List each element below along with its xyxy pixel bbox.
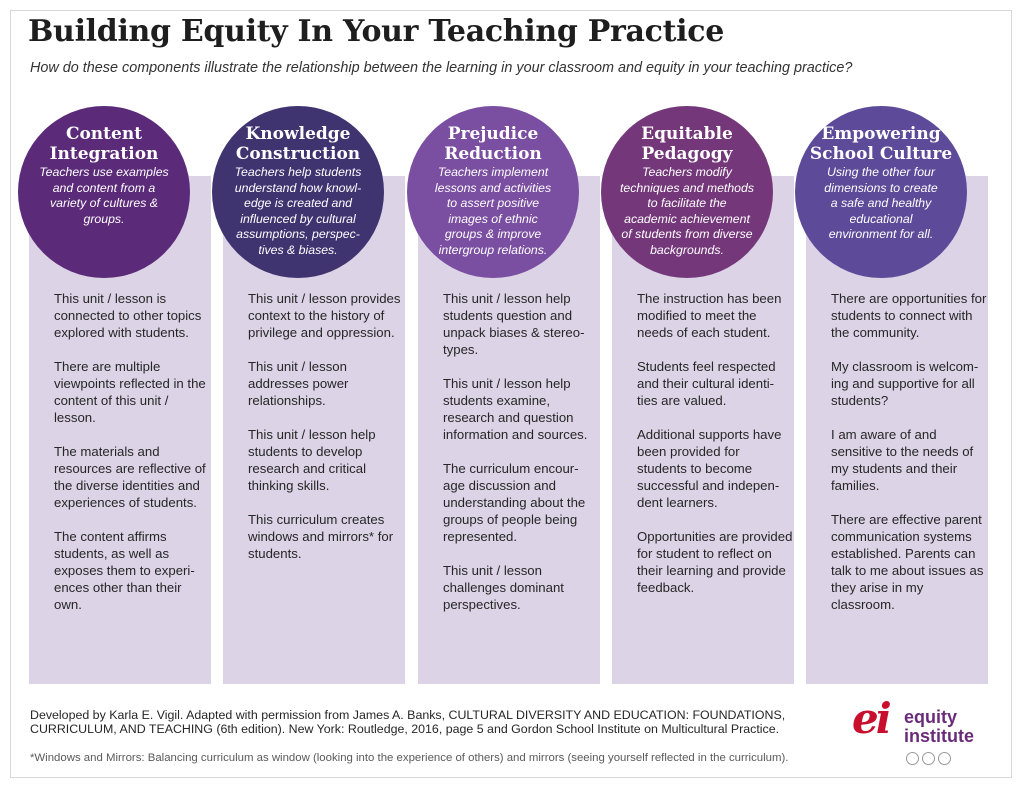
description-line: Using the other four	[826, 165, 935, 179]
component-description	[417, 165, 569, 258]
checklist-item: This unit / lesson help students to develop research and critical thinking skills.	[248, 427, 376, 493]
column-3	[414, 106, 604, 684]
component-title-line: School Culture	[809, 144, 953, 164]
checklist-item: There are opportunities for students to connect with the community.	[831, 291, 987, 340]
description-line: educational	[849, 211, 913, 226]
description-line: Teachers help students	[234, 165, 362, 179]
description-line: to assert positive	[446, 196, 540, 210]
checklist-item: My classroom is welcom- ing and supportive for all students?	[831, 359, 979, 408]
license-icons	[906, 752, 954, 770]
description-line: environment for all.	[828, 227, 934, 241]
checklist-item: This unit / lesson addresses power relationships.	[248, 359, 349, 408]
component-title	[28, 124, 180, 164]
description-line: dimensions to create	[824, 180, 938, 195]
nc-icon	[938, 752, 951, 765]
checklist	[637, 290, 793, 613]
by-icon	[922, 752, 935, 765]
component-title-line: Integration	[49, 144, 159, 164]
component-title-line: Reduction	[444, 144, 542, 164]
description-line: academic achievement	[624, 211, 750, 226]
description-line: groups.	[83, 211, 125, 226]
component-title	[611, 124, 763, 164]
checklist-item: There are effective parent communication systems established. Parents can talk to me about issues as they arise in my classroom.	[831, 512, 984, 612]
credit-text: Developed by Karla E. Vigil. Adapted with permission from James A. Banks, CULTURAL DIVERSITY AND EDUCATION: FOUNDATIONS, CURRICULUM, AND TEACHING (6th edition). New York: Routledge, 2016, page 5 and Gordon School Institute on Multicultural Practice.	[30, 708, 786, 736]
component-description	[222, 165, 374, 258]
description-line: techniques and methods	[620, 180, 754, 195]
component-circle	[212, 106, 384, 278]
equity-institute-logo	[846, 694, 996, 772]
description-line: lessons and activities	[434, 180, 552, 195]
description-line: Teachers modify	[642, 165, 732, 179]
component-title-line: Prejudice	[447, 124, 539, 144]
logo-line-2: institute	[904, 726, 974, 746]
component-title-line: Empowering	[821, 124, 941, 144]
component-description	[28, 165, 180, 227]
component-title-line: Knowledge	[245, 124, 351, 144]
column-5	[802, 106, 992, 684]
description-line: edge is created and	[243, 196, 353, 210]
component-circle	[795, 106, 967, 278]
checklist	[54, 290, 210, 630]
description-line: assumptions, perspec-	[236, 227, 360, 241]
column-4	[608, 106, 798, 684]
footnote: *Windows and Mirrors: Balancing curriculum as window (looking into the experience of others) and mirrors (seeing yourself reflected in the curriculum).	[30, 752, 789, 764]
description-line: images of ethnic	[448, 211, 538, 226]
checklist-item: Opportunities are provided for student to reflect on their learning and provide feedback.	[637, 529, 793, 595]
checklist-item: There are multiple viewpoints reflected in the content of this unit / lesson.	[54, 359, 206, 425]
description-line: Teachers use examples	[39, 165, 169, 179]
component-title-line: Construction	[235, 144, 361, 164]
checklist	[443, 290, 599, 630]
description-line: groups & improve	[444, 227, 542, 241]
description-line: variety of cultures &	[50, 196, 158, 210]
component-title-line: Pedagogy	[641, 144, 733, 164]
checklist-item: The instruction has been modified to meet the needs of each student.	[637, 291, 782, 340]
component-title	[417, 124, 569, 164]
column-2	[219, 106, 409, 684]
description-line: a safe and healthy	[830, 196, 932, 210]
checklist-item: This curriculum creates windows and mirrors* for students.	[248, 512, 394, 561]
logo-mark: ei	[852, 694, 889, 743]
checklist-item: This unit / lesson help students examine, research and question information and sources.	[443, 376, 588, 442]
description-line: influenced by cultural	[240, 211, 356, 226]
checklist-item: The materials and resources are reflective of the diverse identities and experiences of students.	[54, 444, 206, 510]
checklist-item: This unit / lesson is connected to other topics explored with students.	[54, 291, 202, 340]
checklist-item: This unit / lesson provides context to the history of privilege and oppression.	[248, 291, 401, 340]
checklist-item: Additional supports have been provided for students to become successful and indepen- dent learners.	[637, 427, 782, 510]
footer-credit	[30, 708, 790, 736]
component-title	[805, 124, 957, 164]
description-line: backgrounds.	[650, 242, 724, 257]
description-line: tives & biases.	[258, 242, 338, 257]
checklist-item: The curriculum encour- age discussion and understanding about the groups of people being represented.	[443, 461, 586, 544]
component-title-line: Content	[65, 124, 143, 144]
page-title: Building Equity In Your Teaching Practice	[28, 14, 725, 49]
component-circle	[407, 106, 579, 278]
logo-line-1: equity	[904, 707, 958, 727]
cc-icon	[906, 752, 919, 765]
description-line: to facilitate the	[647, 196, 727, 210]
checklist-item: I am aware of and sensitive to the needs of my students and their families.	[831, 427, 974, 493]
page-subtitle: How do these components illustrate the relationship between the learning in your classroom and equity in your teaching practice?	[30, 60, 853, 76]
checklist-item: Students feel respected and their cultural identi- ties are valued.	[637, 359, 776, 408]
column-1	[25, 106, 215, 684]
component-description	[611, 165, 763, 258]
checklist-item: The content affirms students, as well as exposes them to experi- ences other than their own.	[54, 529, 195, 612]
description-line: of students from diverse	[621, 227, 753, 241]
component-title-line: Equitable	[641, 124, 733, 144]
description-line: understand how knowl-	[234, 180, 362, 195]
component-circle	[601, 106, 773, 278]
checklist-item: This unit / lesson help students question and unpack biases & stereo- types.	[443, 291, 585, 357]
checklist	[831, 290, 987, 630]
description-line: and content from a	[52, 180, 156, 195]
checklist	[248, 290, 404, 579]
checklist-item: This unit / lesson challenges dominant perspectives.	[443, 563, 564, 612]
component-circle	[18, 106, 190, 278]
logo-wordmark	[904, 708, 974, 746]
description-line: Teachers implement	[437, 165, 549, 179]
component-title	[222, 124, 374, 164]
component-description	[805, 165, 957, 243]
description-line: intergroup relations.	[438, 242, 548, 257]
